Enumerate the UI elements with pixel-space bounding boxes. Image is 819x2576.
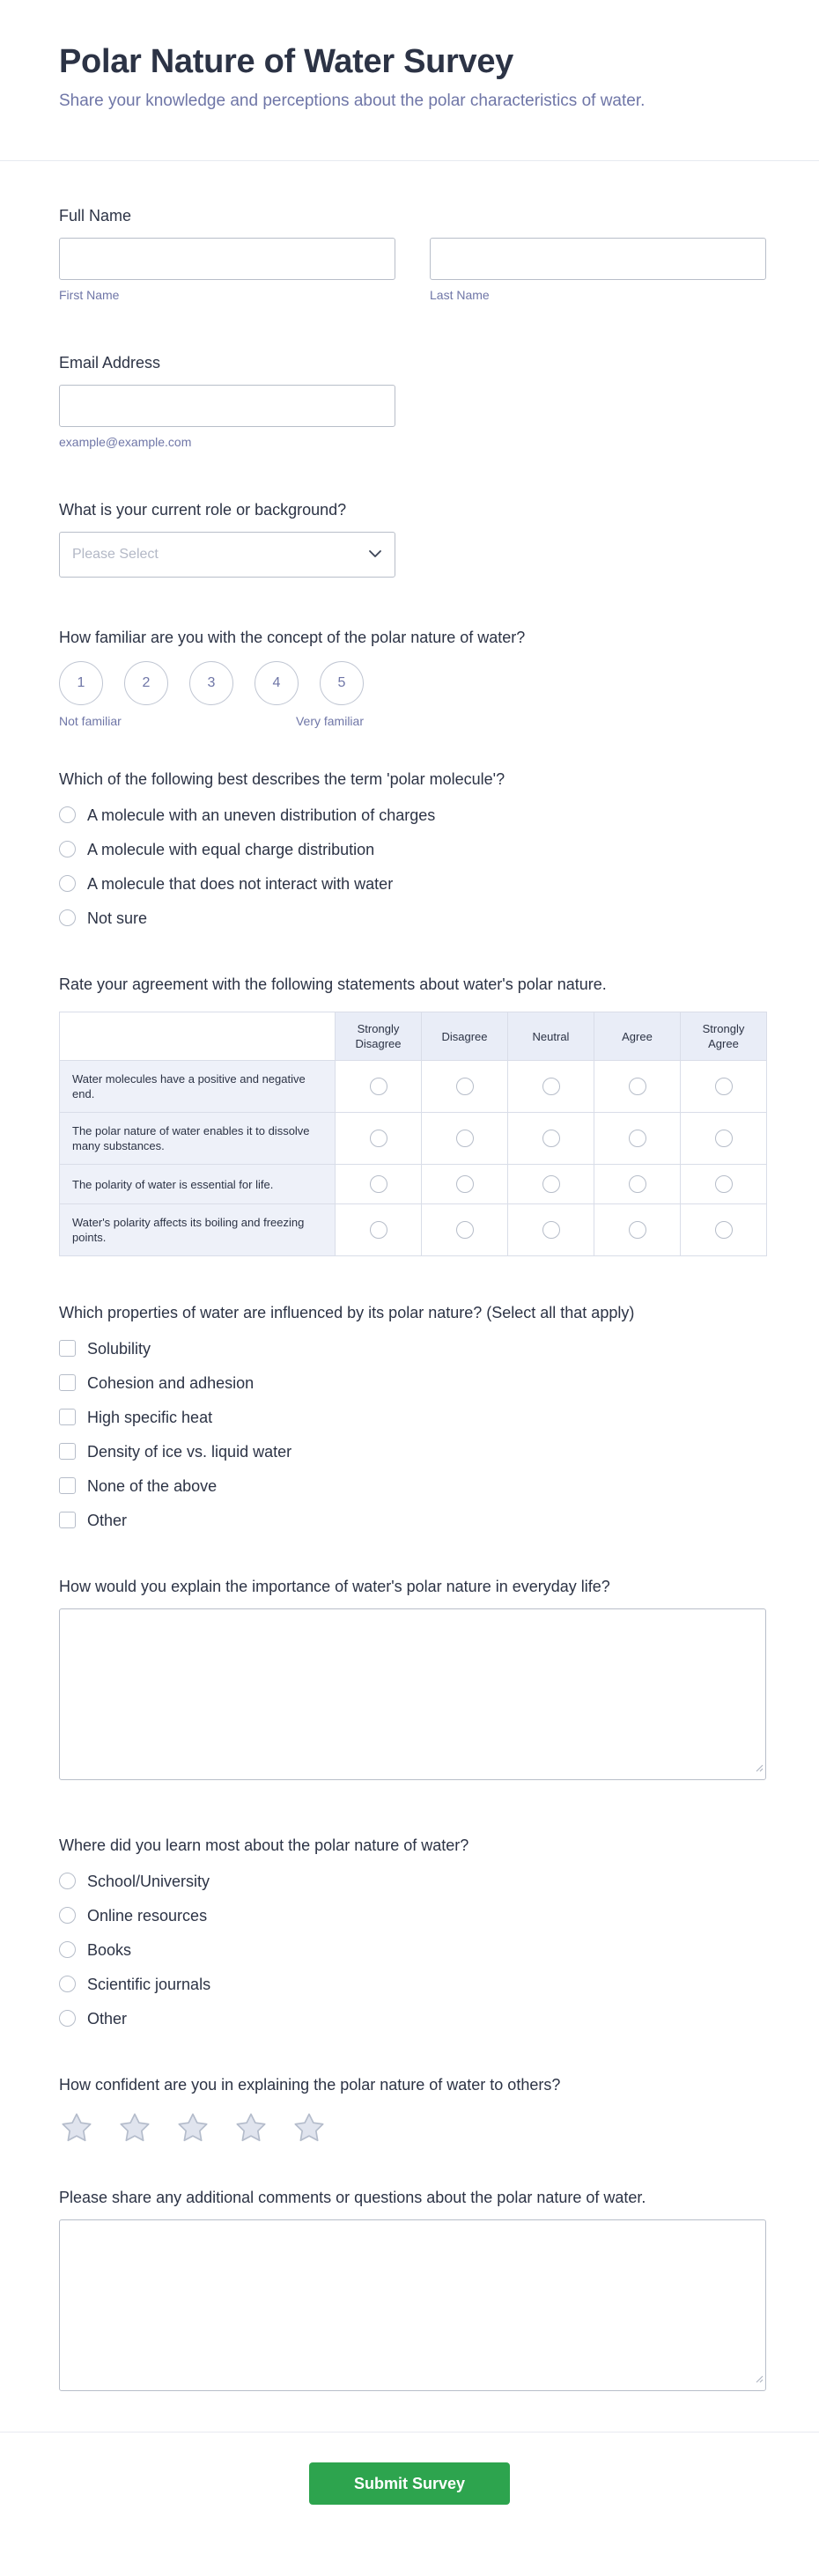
radio-option[interactable]	[59, 901, 766, 935]
matrix-column-header: Strongly Agree	[681, 1012, 767, 1061]
matrix-cell	[594, 1165, 681, 1204]
matrix-radio[interactable]	[456, 1175, 474, 1193]
scale-labels	[59, 714, 364, 728]
submit-row	[0, 2432, 819, 2505]
chevron-down-icon	[368, 547, 382, 563]
matrix-cell	[336, 1165, 422, 1204]
matrix-row-label: Water's polarity affects its boiling and freezing points.	[60, 1204, 336, 1256]
matrix-cell	[422, 1165, 508, 1204]
matrix-cell	[681, 1061, 767, 1113]
radio-option[interactable]	[59, 832, 766, 866]
checkbox-option[interactable]	[59, 1434, 766, 1468]
matrix-cell	[508, 1113, 594, 1165]
checkbox-icon[interactable]	[59, 1409, 76, 1425]
radio-icon[interactable]	[59, 2010, 76, 2027]
matrix-radio[interactable]	[542, 1221, 560, 1239]
role-select[interactable]	[59, 532, 395, 578]
comments-textarea[interactable]	[59, 2219, 766, 2391]
option-label: Cohesion and adhesion	[87, 1373, 255, 1392]
radio-icon[interactable]	[59, 1873, 76, 1889]
radio-option[interactable]	[59, 798, 766, 832]
checkbox-option[interactable]	[59, 1331, 766, 1365]
option-label: School/University	[87, 1872, 210, 1890]
star-rating	[59, 2110, 766, 2150]
star-icon[interactable]	[117, 2110, 152, 2150]
checkbox-icon[interactable]	[59, 1443, 76, 1460]
first-name-col	[59, 238, 395, 303]
radio-icon[interactable]	[59, 909, 76, 926]
polar-molecule-label: Which of the following best describes the term 'polar molecule'?	[59, 770, 505, 788]
matrix-cell	[681, 1113, 767, 1165]
matrix-radio[interactable]	[715, 1175, 733, 1193]
matrix-radio[interactable]	[370, 1221, 387, 1239]
submit-button[interactable]: Submit Survey	[309, 2462, 510, 2505]
matrix-corner-cell	[60, 1012, 336, 1061]
question-confidence	[59, 2074, 766, 2150]
checkbox-icon[interactable]	[59, 1512, 76, 1528]
matrix-row	[60, 1204, 767, 1256]
scale-option-2[interactable]: 2	[124, 661, 168, 705]
matrix-radio[interactable]	[370, 1175, 387, 1193]
option-label: Other	[87, 1511, 128, 1529]
question-full-name	[59, 205, 766, 303]
full-name-row	[59, 238, 766, 303]
importance-textarea[interactable]	[59, 1608, 766, 1780]
checkbox-option[interactable]	[59, 1468, 766, 1503]
matrix-cell	[336, 1113, 422, 1165]
checkbox-icon[interactable]	[59, 1477, 76, 1494]
source-label: Where did you learn most about the polar nature of water?	[59, 1836, 469, 1854]
matrix-row	[60, 1165, 767, 1204]
option-label: Not sure	[87, 909, 148, 927]
email-label: Email Address	[59, 354, 161, 372]
question-properties	[59, 1302, 766, 1537]
resize-grip-icon[interactable]	[755, 1761, 764, 1777]
form-subtitle: Share your knowledge and perceptions about the polar characteristics of water.	[59, 92, 646, 110]
role-select-value: Please Select	[72, 547, 159, 562]
agreement-matrix	[59, 1012, 767, 1256]
question-source	[59, 1835, 766, 2035]
matrix-column-header: Disagree	[422, 1012, 508, 1061]
radio-option[interactable]	[59, 1932, 766, 1967]
matrix-row	[60, 1061, 767, 1113]
matrix-cell	[508, 1061, 594, 1113]
matrix-column-header: Agree	[594, 1012, 681, 1061]
matrix-cell	[508, 1165, 594, 1204]
scale-max-label: Very familiar	[295, 714, 364, 728]
matrix-cell	[681, 1204, 767, 1256]
matrix-row	[60, 1113, 767, 1165]
matrix-cell	[422, 1061, 508, 1113]
question-importance	[59, 1576, 766, 1780]
matrix-column-header: Strongly Disagree	[336, 1012, 422, 1061]
star-icon[interactable]	[175, 2110, 210, 2150]
option-label: A molecule with equal charge distribution	[87, 840, 375, 858]
matrix-radio[interactable]	[715, 1221, 733, 1239]
matrix-radio[interactable]	[456, 1130, 474, 1147]
matrix-cell	[681, 1165, 767, 1204]
checkbox-option[interactable]	[59, 1503, 766, 1537]
first-name-input[interactable]	[59, 238, 395, 280]
familiarity-scale	[59, 661, 364, 705]
email-sublabel: example@example.com	[59, 435, 192, 449]
matrix-column-header: Neutral	[508, 1012, 594, 1061]
option-label: Other	[87, 2009, 128, 2028]
matrix-cell	[594, 1113, 681, 1165]
role-label: What is your current role or background?	[59, 501, 347, 519]
matrix-radio[interactable]	[629, 1078, 646, 1095]
star-icon[interactable]	[59, 2110, 94, 2150]
question-polar-molecule	[59, 769, 766, 935]
matrix-radio[interactable]	[542, 1078, 560, 1095]
option-label: Online resources	[87, 1906, 208, 1925]
matrix-cell	[422, 1113, 508, 1165]
radio-icon[interactable]	[59, 1941, 76, 1958]
scale-option-5[interactable]: 5	[320, 661, 364, 705]
star-icon[interactable]	[233, 2110, 269, 2150]
option-label: Solubility	[87, 1339, 151, 1358]
option-label: Scientific journals	[87, 1975, 211, 1993]
radio-icon[interactable]	[59, 875, 76, 892]
confidence-label: How confident are you in explaining the polar nature of water to others?	[59, 2076, 561, 2094]
matrix-cell	[336, 1204, 422, 1256]
question-familiarity	[59, 627, 766, 728]
option-label: Books	[87, 1940, 132, 1959]
matrix-cell	[336, 1061, 422, 1113]
radio-option[interactable]	[59, 1898, 766, 1932]
source-options	[59, 1864, 766, 2035]
matrix-row-label: The polarity of water is essential for life.	[60, 1165, 336, 1204]
polar-molecule-options	[59, 798, 766, 935]
scale-option-4[interactable]: 4	[255, 661, 299, 705]
star-icon[interactable]	[291, 2110, 327, 2150]
matrix-cell	[594, 1204, 681, 1256]
form-header	[0, 0, 819, 113]
matrix-radio[interactable]	[542, 1130, 560, 1147]
scale-min-label: Not familiar	[59, 714, 122, 728]
radio-option[interactable]	[59, 1864, 766, 1898]
checkbox-option[interactable]	[59, 1365, 766, 1400]
resize-grip-icon[interactable]	[755, 2372, 764, 2388]
matrix-radio[interactable]	[629, 1175, 646, 1193]
checkbox-option[interactable]	[59, 1400, 766, 1434]
matrix-radio[interactable]	[629, 1130, 646, 1147]
matrix-radio[interactable]	[629, 1221, 646, 1239]
option-label: None of the above	[87, 1476, 218, 1495]
option-label: High specific heat	[87, 1408, 213, 1426]
familiarity-label: How familiar are you with the concept of the polar nature of water?	[59, 629, 526, 646]
option-label: A molecule with an uneven distribution of charges	[87, 806, 436, 824]
radio-option[interactable]	[59, 1967, 766, 2001]
last-name-sublabel: Last Name	[430, 288, 490, 302]
form-content	[0, 161, 819, 2391]
matrix-radio[interactable]	[370, 1078, 387, 1095]
radio-option[interactable]	[59, 866, 766, 901]
matrix-cell	[422, 1204, 508, 1256]
properties-label: Which properties of water are influenced by its polar nature? (Select all that apply)	[59, 1304, 635, 1321]
agreement-label: Rate your agreement with the following statements about water's polar nature.	[59, 975, 607, 993]
matrix-row-label: The polar nature of water enables it to dissolve many substances.	[60, 1113, 336, 1165]
scale-option-1[interactable]: 1	[59, 661, 103, 705]
matrix-radio[interactable]	[456, 1078, 474, 1095]
checkbox-icon[interactable]	[59, 1374, 76, 1391]
comments-textarea-wrap	[59, 2219, 766, 2391]
last-name-col	[430, 238, 766, 303]
checkbox-icon[interactable]	[59, 1340, 76, 1357]
option-label: Density of ice vs. liquid water	[87, 1442, 292, 1461]
form-title: Polar Nature of Water Survey	[59, 43, 514, 80]
radio-icon[interactable]	[59, 841, 76, 857]
last-name-input[interactable]	[430, 238, 766, 280]
importance-label: How would you explain the importance of water's polar nature in everyday life?	[59, 1578, 610, 1595]
radio-option[interactable]	[59, 2001, 766, 2035]
email-input[interactable]	[59, 385, 395, 427]
radio-icon[interactable]	[59, 806, 76, 823]
option-label: A molecule that does not interact with water	[87, 874, 394, 893]
matrix-radio[interactable]	[715, 1130, 733, 1147]
matrix-radio[interactable]	[370, 1130, 387, 1147]
full-name-label: Full Name	[59, 207, 132, 224]
matrix-cell	[594, 1061, 681, 1113]
matrix-radio[interactable]	[542, 1175, 560, 1193]
matrix-radio[interactable]	[715, 1078, 733, 1095]
question-role	[59, 499, 766, 578]
scale-option-3[interactable]: 3	[189, 661, 233, 705]
matrix-cell	[508, 1204, 594, 1256]
properties-options	[59, 1331, 766, 1537]
matrix-row-label: Water molecules have a positive and negative end.	[60, 1061, 336, 1113]
question-agreement	[59, 974, 766, 1256]
importance-textarea-wrap	[59, 1608, 766, 1780]
comments-label: Please share any additional comments or questions about the polar nature of water.	[59, 2189, 646, 2206]
radio-icon[interactable]	[59, 1907, 76, 1924]
first-name-sublabel: First Name	[59, 288, 120, 302]
matrix-radio[interactable]	[456, 1221, 474, 1239]
question-email	[59, 352, 766, 450]
question-comments	[59, 2187, 766, 2391]
radio-icon[interactable]	[59, 1976, 76, 1992]
